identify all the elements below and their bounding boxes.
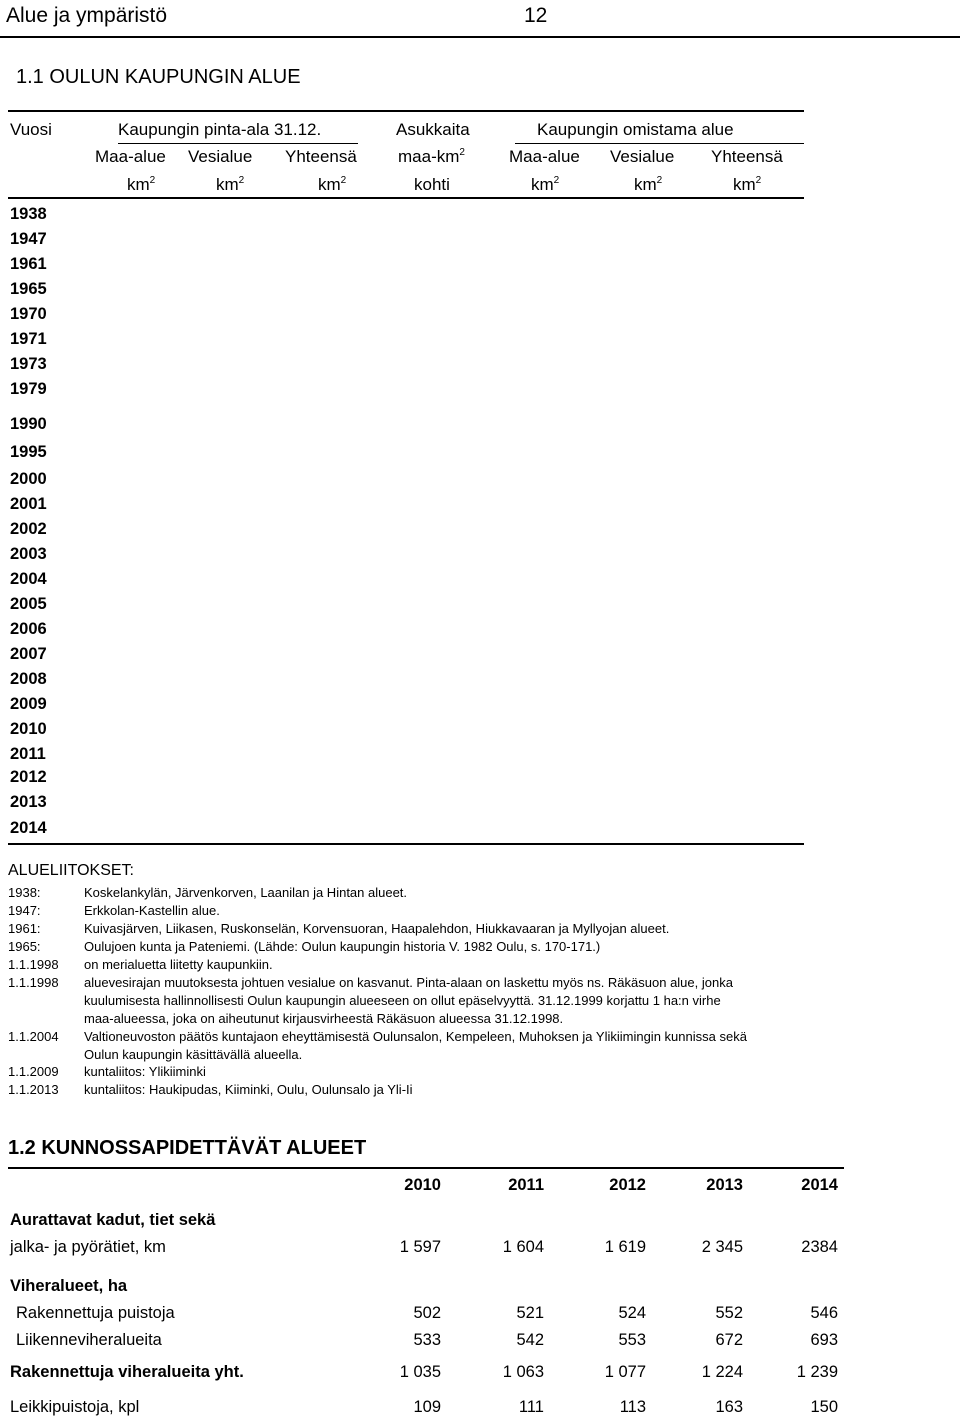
col-group-residents: Asukkaita [396,120,470,139]
year-header: 2012 [609,1176,646,1194]
note-text: Koskelankylän, Järvenkorven, Laanilan ja Hintan alueet. [84,885,408,900]
value-cell: 1 224 [701,1363,743,1381]
note-date: 1938: [8,885,41,900]
page-header [0,0,960,40]
table2-top-rule [8,1167,844,1169]
note-date: 1.1.2009 [8,1064,59,1079]
col-group-area: Kaupungin pinta-ala 31.12. [118,120,322,139]
table1-top-rule [8,110,804,112]
header-title: Alue ja ympäristö [6,4,168,27]
col-omaa: Maa-alue [509,147,580,166]
unit-maa: $km^2$ [127,175,156,194]
row-year: 2013 [10,793,47,811]
note-date: 1.1.2013 [8,1082,59,1097]
year-header: 2014 [801,1176,838,1194]
value-cell: 552 [715,1304,743,1322]
row-year: 2010 [10,720,47,738]
value-cell: 163 [715,1398,743,1416]
value-cell: 546 [810,1304,838,1322]
note-date: 1961: [8,921,41,936]
note-text: Oulujoen kunta ja Pateniemi. (Lähde: Oulun kaupungin historia V. 1982 Oulu, s. 170-171.) [84,939,601,954]
owned-group-rule [515,143,804,144]
note-text: Valtioneuvoston päätös kuntajaon eheyttämisestä Oulunsalon, Kempeleen, Muhoksen ja Ylikiimingin kunnissa sekä [84,1029,747,1044]
col-oyht: Yhteensä [711,147,783,166]
row-year: 2006 [10,620,47,638]
row-year: 1973 [10,355,47,373]
row-year: 1990 [10,415,47,433]
row-year: 2007 [10,645,47,663]
unit-oyht: $km^2$ [733,175,762,194]
note-text: kuulumisesta hallinnollisesti Oulun kaupungin alueeseen on ollut epäselvyyttä. 31.12.1999 korjattu 1 ha:n virhe [84,993,721,1008]
note-date: 1.1.2004 [8,1029,59,1044]
row-label: Rakennettuja puistoja [16,1304,175,1322]
value-cell: 524 [618,1304,646,1322]
row-year: 2000 [10,470,47,488]
value-cell: 1 063 [502,1363,544,1381]
section2-title: 1.2 KUNNOSSAPIDETTÄVÄT ALUEET [8,1137,367,1159]
row-label: Viheralueet, ha [10,1277,128,1295]
unit-kohti: kohti [414,175,450,194]
row-year: 1961 [10,255,47,273]
row-year: 1938 [10,205,47,223]
value-cell: 1 035 [399,1363,441,1381]
unit-oves: $km^2$ [634,175,663,194]
value-cell: 2384 [801,1238,838,1256]
value-cell: 693 [810,1331,838,1349]
unit-yht: $km^2$ [318,175,347,194]
col-yht: Yhteensä [285,147,357,166]
value-cell: 1 597 [399,1238,441,1256]
note-text: maa-alueessa, joka on aiheutunut kirjausvirheestä Räkäsuon alueessa 31.12.1998. [84,1011,564,1026]
note-date: 1947: [8,903,41,918]
row-year: 1979 [10,380,47,398]
area-group-rule [118,143,358,144]
table1-bottom-rule [8,843,804,845]
row-year: 1995 [10,443,47,461]
value-cell: 111 [518,1398,544,1416]
page-number: 12 [524,4,548,27]
col-maa: Maa-alue [95,147,166,166]
note-date: 1.1.1998 [8,975,59,990]
note-date: 1965: [8,939,41,954]
header-rule [0,36,960,38]
row-year: 2001 [10,495,47,513]
value-cell: 542 [516,1331,544,1349]
row-year: 1971 [10,330,47,348]
row-year: 2011 [10,745,46,763]
col-vuosi: Vuosi [10,120,52,139]
note-text: on merialuetta liitetty kaupunkiin. [84,957,273,972]
col-vesi: Vesialue [188,147,253,166]
row-year: 2004 [10,570,47,588]
row-label: Aurattavat kadut, tiet sekä [10,1211,216,1229]
value-cell: 1 077 [604,1363,646,1381]
row-label: Leikkipuistoja, kpl [10,1398,140,1416]
row-year: 2014 [10,819,47,837]
row-year: 1970 [10,305,47,323]
row-label: Liikenneviheralueita [16,1331,162,1349]
row-year: 1965 [10,280,47,298]
row-label: jalka- ja pyörätiet, km [10,1238,166,1256]
row-year: 2005 [10,595,47,613]
year-header: 2011 [508,1176,544,1194]
value-cell: 502 [413,1304,441,1322]
note-text: kuntaliitos: Ylikiiminki [84,1064,206,1079]
notes-title: ALUELIITOKSET: [8,862,134,879]
value-cell: 1 239 [796,1363,838,1381]
value-cell: 2 345 [701,1238,743,1256]
note-text: Oulun kaupungin käsittävällä alueella. [84,1047,303,1062]
note-text: kuntaliitos: Haukipudas, Kiiminki, Oulu, Oulunsalo ja Yli-Ii [84,1082,413,1097]
row-year: 2008 [10,670,47,688]
year-header: 2010 [404,1176,441,1194]
col-maakm: maa-$km^2$ [398,147,465,166]
value-cell: 553 [618,1331,646,1349]
value-cell: 533 [413,1331,441,1349]
unit-vesi: $km^2$ [216,175,245,194]
row-year: 2003 [10,545,47,563]
value-cell: 150 [810,1398,838,1416]
value-cell: 1 619 [604,1238,646,1256]
value-cell: 109 [413,1398,441,1416]
value-cell: 672 [715,1331,743,1349]
note-date: 1.1.1998 [8,957,59,972]
section1-title: 1.1 OULUN KAUPUNGIN ALUE [16,66,301,88]
row-year: 2002 [10,520,47,538]
row-year: 2012 [10,768,47,786]
col-group-owned: Kaupungin omistama alue [537,120,734,139]
year-header: 2013 [706,1176,743,1194]
unit-omaa: $km^2$ [531,175,560,194]
row-label: Rakennettuja viheralueita yht. [10,1363,244,1381]
note-text: aluevesirajan muutoksesta johtuen vesialue on kasvanut. Pinta-alaan on laskettu myös ns. Räkäsuon alue, jonka [84,975,733,990]
row-year: 2009 [10,695,47,713]
note-text: Kuivasjärven, Liikasen, Ruskonselän, Korvensuoran, Haapalehdon, Hiukkavaaran ja Myllyojan alueet. [84,921,670,936]
value-cell: 1 604 [502,1238,544,1256]
note-text: Erkkolan-Kastellin alue. [84,903,220,918]
table1-header-rule [8,197,804,199]
value-cell: 521 [516,1304,544,1322]
col-oves: Vesialue [610,147,675,166]
row-year: 1947 [10,230,47,248]
value-cell: 113 [619,1398,646,1416]
